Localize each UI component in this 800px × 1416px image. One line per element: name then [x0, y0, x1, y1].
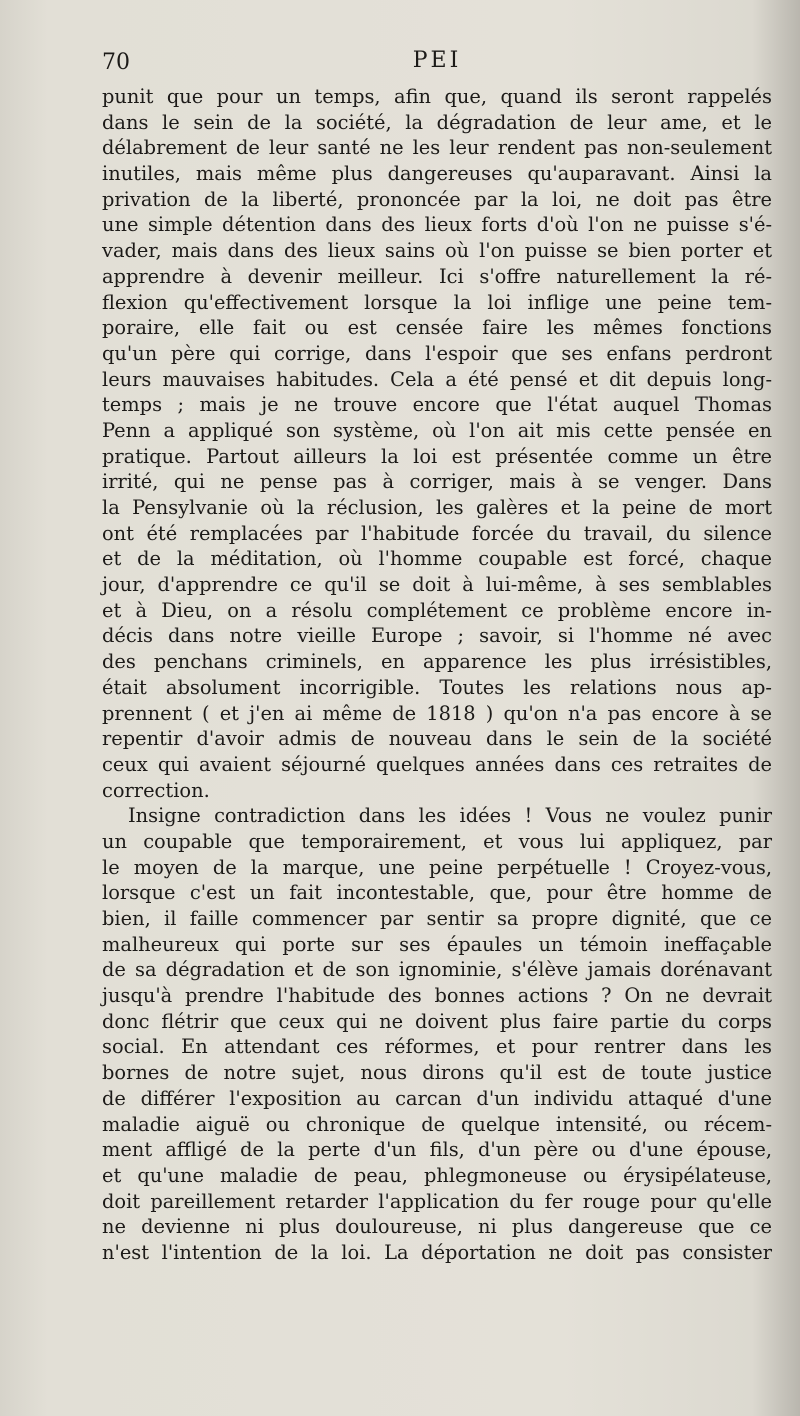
text-line: délabrement de leur santé ne les leur rendent pas non-seulement: [102, 136, 772, 160]
paragraph: [102, 84, 772, 803]
running-head: PEI: [412, 48, 462, 73]
text-line: ceux qui avaient séjourné quelques années dans ces retraites de: [102, 752, 772, 776]
text-line: punit que pour un temps, afin que, quand ils seront rappelés: [102, 85, 772, 108]
text-line: décis dans notre vieille Europe ; savoir, si l'homme né avec: [102, 624, 772, 648]
text-line: irrité, qui ne pense pas à corriger, mais à se venger. Dans: [102, 470, 772, 494]
page-number: 70: [102, 50, 130, 75]
text-line: dans le sein de la société, la dégradation de leur ame, et le: [102, 110, 772, 134]
text-line: un coupable que temporairement, et vous lui appliquez, par: [102, 829, 772, 853]
text-line: poraire, elle fait ou est censée faire les mêmes fonctions: [102, 316, 772, 340]
text-line: n'est l'intention de la loi. La déportation ne doit pas consister: [102, 1240, 772, 1264]
text-line: jour, d'apprendre ce qu'il se doit à lui-même, à ses semblables: [102, 573, 772, 597]
text-line: pratique. Partout ailleurs la loi est présentée comme un être: [102, 444, 772, 468]
text-line: temps ; mais je ne trouve encore que l'état auquel Thomas: [102, 393, 772, 417]
text-line: ont été remplacées par l'habitude forcée du travail, du silence: [102, 521, 772, 545]
text-line: correction.: [102, 778, 210, 802]
paragraph: [102, 803, 772, 1265]
text-line: apprendre à devenir meilleur. Ici s'offre naturellement la ré-: [102, 264, 772, 288]
text-line: lorsque c'est un fait incontestable, que, pour être homme de: [102, 881, 772, 905]
text-line: de sa dégradation et de son ignominie, s'élève jamais dorénavant: [102, 958, 772, 982]
text-line: leurs mauvaises habitudes. Cela a été pensé et dit depuis long-: [102, 367, 772, 391]
text-line: ne devienne ni plus douloureuse, ni plus dangereuse que ce: [102, 1215, 772, 1239]
text-line: inutiles, mais même plus dangereuses qu'auparavant. Ainsi la: [102, 162, 772, 186]
text-line: privation de la liberté, prononcée par la loi, ne doit pas être: [102, 187, 772, 211]
text-line: Insigne contradiction dans les idées ! Vous ne voulez punir: [128, 804, 772, 828]
text-line: et qu'une maladie de peau, phlegmoneuse ou érysipélateuse,: [102, 1163, 772, 1187]
text-line: le moyen de la marque, une peine perpétuelle ! Croyez-vous,: [102, 855, 772, 879]
text-line: et à Dieu, on a résolu complétement ce problème encore in-: [102, 598, 772, 622]
text-line: et de la méditation, où l'homme coupable est forcé, chaque: [102, 547, 772, 571]
text-line: jusqu'à prendre l'habitude des bonnes actions ? On ne devrait: [102, 984, 772, 1008]
text-line: était absolument incorrigible. Toutes les relations nous ap-: [102, 675, 772, 699]
text-line: Penn a appliqué son système, où l'on ait mis cette pensée en: [102, 418, 772, 442]
text-line: qu'un père qui corrige, dans l'espoir que ses enfans perdront: [102, 341, 772, 365]
text-line: ment affligé de la perte d'un fils, d'un père ou d'une épouse,: [102, 1138, 772, 1162]
text-line: une simple détention dans des lieux forts d'où l'on ne puisse s'é-: [102, 213, 772, 237]
text-line: malheureux qui porte sur ses épaules un témoin ineffaçable: [102, 932, 772, 956]
text-line: bornes de notre sujet, nous dirons qu'il est de toute justice: [102, 1061, 772, 1085]
text-line: bien, il faille commencer par sentir sa propre dignité, que ce: [102, 907, 772, 930]
text-line: des penchans criminels, en apparence les plus irrésistibles,: [102, 650, 772, 674]
text-line: donc flétrir que ceux qui ne doivent plus faire partie du corps: [102, 1009, 772, 1033]
text-line: maladie aiguë ou chronique de quelque intensité, ou récem-: [102, 1112, 772, 1136]
text-line: vader, mais dans des lieux sains où l'on puisse se bien porter et: [102, 239, 772, 263]
body-text: [102, 84, 772, 1266]
text-line: de différer l'exposition au carcan d'un individu attaqué d'une: [102, 1086, 772, 1110]
text-line: la Pensylvanie où la réclusion, les galères et la peine de mort: [102, 496, 772, 519]
text-line: prennent ( et j'en ai même de 1818 ) qu'on n'a pas encore à se: [102, 701, 772, 725]
text-line: doit pareillement retarder l'application du fer rouge pour qu'elle: [102, 1189, 772, 1213]
text-line: social. En attendant ces réformes, et pour rentrer dans les: [102, 1035, 772, 1059]
page-header: [102, 48, 772, 78]
text-line: flexion qu'effectivement lorsque la loi inflige une peine tem-: [102, 290, 772, 314]
text-line: repentir d'avoir admis de nouveau dans le sein de la société: [102, 727, 772, 751]
